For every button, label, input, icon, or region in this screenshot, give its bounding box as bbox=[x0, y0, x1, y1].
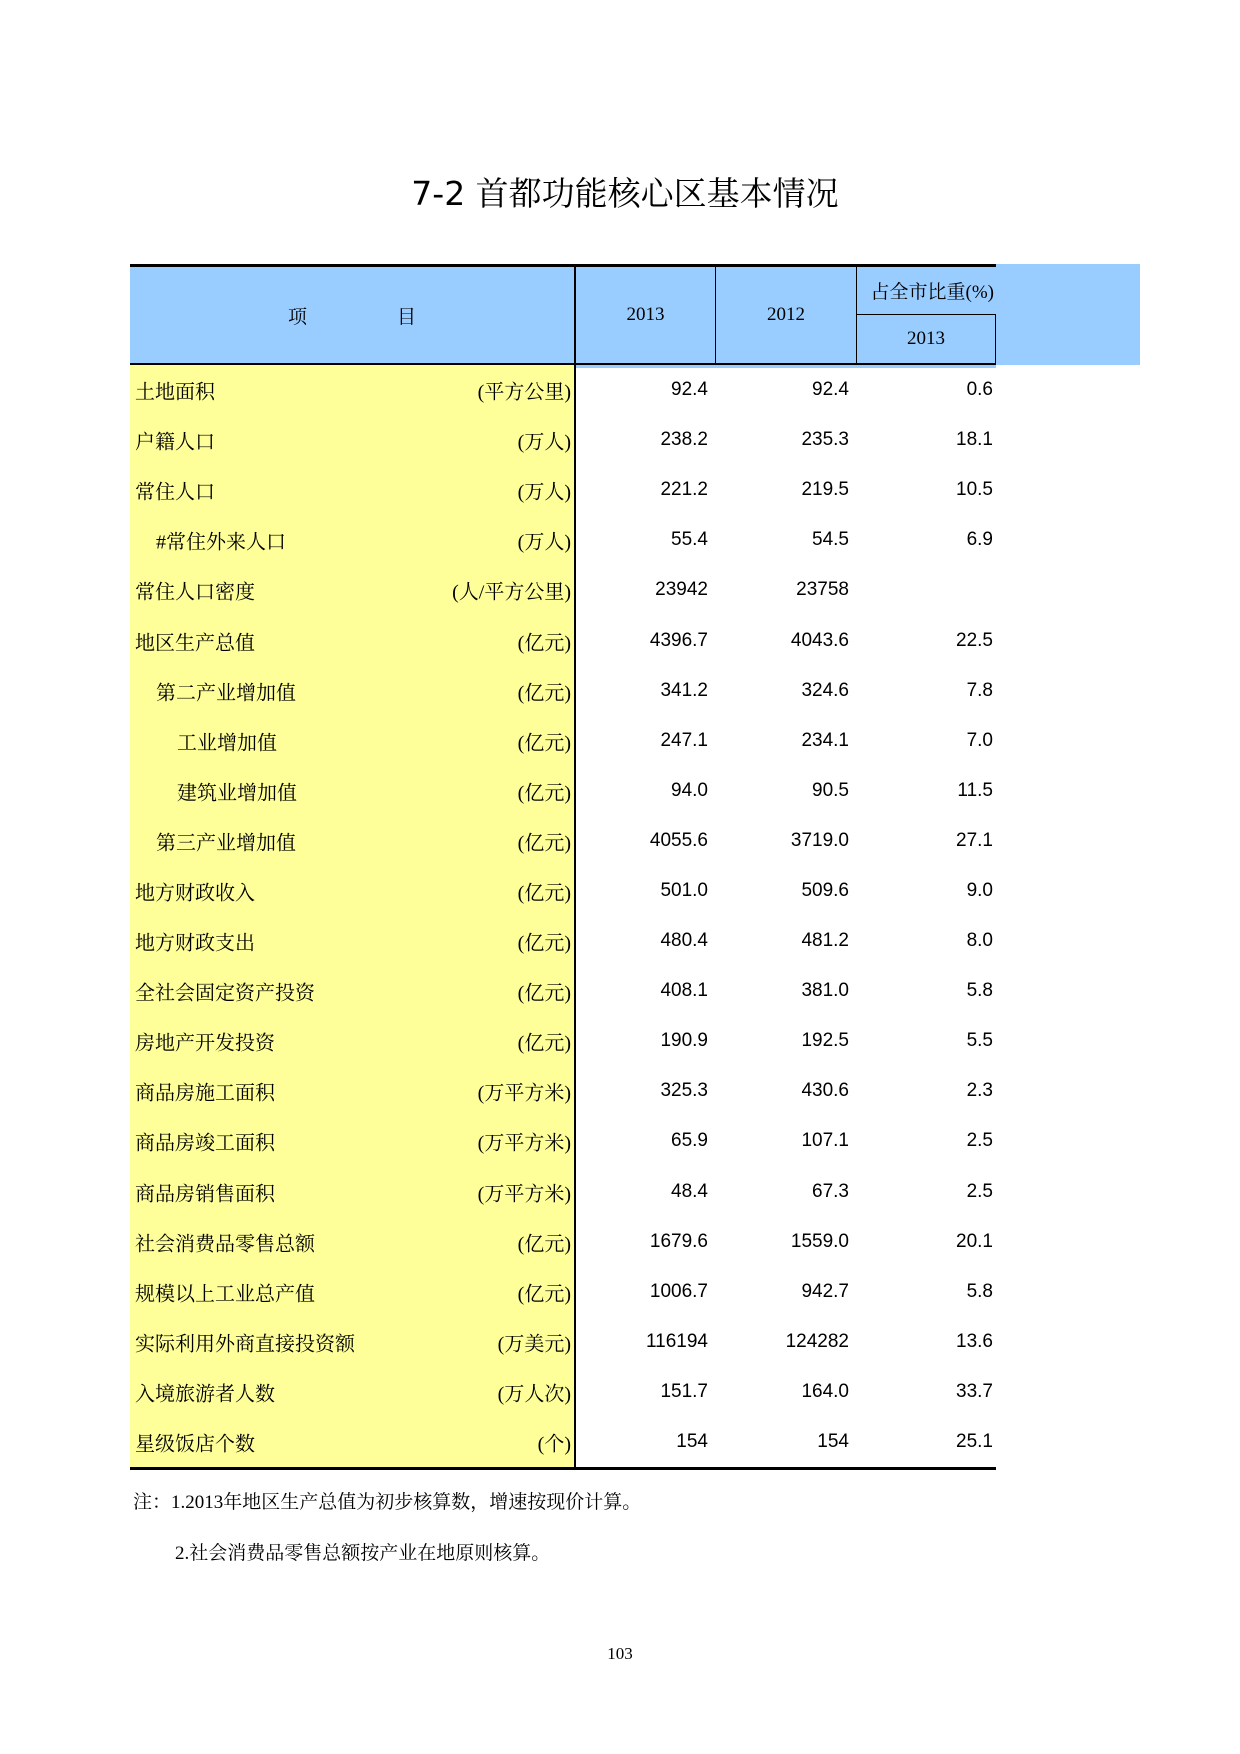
row-label: 第二产业增加值 bbox=[156, 682, 296, 705]
value-2012: 324.6 bbox=[801, 679, 849, 701]
value-2013: 408.1 bbox=[660, 980, 708, 1002]
row-item-cell bbox=[130, 465, 576, 515]
value-2012: 235.3 bbox=[801, 429, 849, 451]
value-2012: 154 bbox=[817, 1431, 849, 1453]
value-share-2013: 2.5 bbox=[966, 1180, 993, 1202]
header-background-extension bbox=[996, 264, 1140, 365]
row-item-cell bbox=[130, 1317, 576, 1367]
row-label: #常住外来人口 bbox=[156, 531, 286, 554]
header-col-2013: 2013 bbox=[576, 267, 716, 365]
row-unit: (万人次) bbox=[497, 1383, 571, 1406]
row-item-cell bbox=[130, 716, 576, 766]
table-row bbox=[130, 966, 996, 1016]
row-unit: (万人) bbox=[517, 531, 571, 554]
row-item-cell bbox=[130, 1167, 576, 1217]
footnote-2: 2.社会消费品零售总额按产业在地原则核算。 bbox=[175, 1543, 551, 1564]
row-label: 常住人口 bbox=[135, 481, 215, 504]
row-item-cell bbox=[130, 1016, 576, 1066]
value-share-2013: 10.5 bbox=[956, 479, 993, 501]
row-item-cell bbox=[130, 1417, 576, 1467]
header-col-2012: 2012 bbox=[716, 267, 857, 365]
value-2013: 154 bbox=[676, 1431, 708, 1453]
row-item-cell bbox=[130, 615, 576, 665]
value-share-2013: 27.1 bbox=[956, 829, 993, 851]
row-item-cell bbox=[130, 365, 576, 415]
row-item-cell bbox=[130, 415, 576, 465]
value-share-2013: 8.0 bbox=[966, 930, 993, 952]
table-row bbox=[130, 1267, 996, 1317]
value-2012: 234.1 bbox=[801, 729, 849, 751]
value-2013: 190.9 bbox=[660, 1030, 708, 1052]
header-share-2013: 2013 bbox=[857, 315, 996, 365]
value-share-2013: 7.0 bbox=[966, 729, 993, 751]
value-share-2013: 20.1 bbox=[956, 1230, 993, 1252]
table-row bbox=[130, 515, 996, 565]
row-item-cell bbox=[130, 565, 576, 615]
value-share-2013: 25.1 bbox=[956, 1431, 993, 1453]
value-2013: 501.0 bbox=[660, 879, 708, 901]
row-label: 实际利用外商直接投资额 bbox=[135, 1333, 355, 1356]
value-share-2013: 6.9 bbox=[966, 529, 993, 551]
table-row bbox=[130, 365, 996, 415]
table-row bbox=[130, 1167, 996, 1217]
row-unit: (亿元) bbox=[517, 1283, 571, 1306]
value-2013: 1006.7 bbox=[649, 1280, 708, 1302]
row-unit: (万人) bbox=[517, 431, 571, 454]
row-unit: (亿元) bbox=[517, 882, 571, 905]
table-row bbox=[130, 716, 996, 766]
value-2012: 3719.0 bbox=[790, 829, 849, 851]
value-share-2013: 9.0 bbox=[966, 879, 993, 901]
value-2013: 480.4 bbox=[660, 930, 708, 952]
table-row bbox=[130, 1317, 996, 1367]
value-2013: 221.2 bbox=[660, 479, 708, 501]
row-label: 商品房销售面积 bbox=[135, 1183, 275, 1206]
row-label: 土地面积 bbox=[135, 381, 215, 404]
row-label: 地区生产总值 bbox=[135, 632, 255, 655]
value-2013: 151.7 bbox=[660, 1380, 708, 1402]
row-item-cell bbox=[130, 515, 576, 565]
value-2012: 192.5 bbox=[801, 1030, 849, 1052]
table-row bbox=[130, 1116, 996, 1166]
value-share-2013: 5.8 bbox=[966, 980, 993, 1002]
row-unit: (亿元) bbox=[517, 982, 571, 1005]
row-unit: (亿元) bbox=[517, 782, 571, 805]
table-row bbox=[130, 666, 996, 716]
value-2012: 23758 bbox=[796, 579, 849, 601]
row-unit: (亿元) bbox=[517, 732, 571, 755]
value-share-2013: 22.5 bbox=[956, 629, 993, 651]
header-item bbox=[130, 267, 576, 365]
value-share-2013: 11.5 bbox=[957, 779, 993, 801]
row-unit: (万平方米) bbox=[477, 1082, 571, 1105]
value-2013: 4055.6 bbox=[649, 829, 708, 851]
table-row bbox=[130, 866, 996, 916]
value-2012: 67.3 bbox=[812, 1180, 849, 1202]
row-unit: (万美元) bbox=[497, 1333, 571, 1356]
value-share-2013: 2.5 bbox=[966, 1130, 993, 1152]
table-row bbox=[130, 615, 996, 665]
value-2012: 92.4 bbox=[812, 379, 849, 401]
footnote-1: 注：1.2013年地区生产总值为初步核算数，增速按现价计算。 bbox=[133, 1492, 642, 1513]
row-item-cell bbox=[130, 816, 576, 866]
table-row bbox=[130, 1367, 996, 1417]
value-2012: 381.0 bbox=[801, 980, 849, 1002]
table-row bbox=[130, 415, 996, 465]
page-title: 7-2 首都功能核心区基本情况 bbox=[411, 174, 839, 213]
row-label: 户籍人口 bbox=[135, 431, 215, 454]
value-share-2013: 5.5 bbox=[966, 1030, 993, 1052]
row-unit: (亿元) bbox=[517, 632, 571, 655]
value-2012: 1559.0 bbox=[790, 1230, 849, 1252]
value-2013: 55.4 bbox=[671, 529, 708, 551]
table-row bbox=[130, 565, 996, 615]
value-share-2013: 18.1 bbox=[956, 429, 993, 451]
value-2013: 247.1 bbox=[660, 729, 708, 751]
row-label: 第三产业增加值 bbox=[156, 832, 296, 855]
value-2013: 94.0 bbox=[671, 779, 708, 801]
row-unit: (亿元) bbox=[517, 832, 571, 855]
row-label: 星级饭店个数 bbox=[135, 1433, 255, 1456]
row-label: 全社会固定资产投资 bbox=[135, 982, 315, 1005]
row-item-cell bbox=[130, 1217, 576, 1267]
table-row bbox=[130, 1417, 996, 1467]
row-item-cell bbox=[130, 866, 576, 916]
row-label: 房地产开发投资 bbox=[135, 1032, 275, 1055]
value-2012: 481.2 bbox=[801, 930, 849, 952]
value-share-2013: 13.6 bbox=[956, 1330, 993, 1352]
row-label: 地方财政支出 bbox=[135, 932, 255, 955]
row-item-cell bbox=[130, 966, 576, 1016]
value-2013: 238.2 bbox=[660, 429, 708, 451]
value-2012: 107.1 bbox=[801, 1130, 849, 1152]
row-label: 建筑业增加值 bbox=[177, 782, 297, 805]
table-row bbox=[130, 816, 996, 866]
table-row bbox=[130, 1217, 996, 1267]
row-item-cell bbox=[130, 1116, 576, 1166]
row-label: 商品房施工面积 bbox=[135, 1082, 275, 1105]
row-label: 地方财政收入 bbox=[135, 882, 255, 905]
row-label: 社会消费品零售总额 bbox=[135, 1233, 315, 1256]
value-share-2013: 0.6 bbox=[966, 379, 993, 401]
row-unit: (亿元) bbox=[517, 682, 571, 705]
table-row bbox=[130, 1066, 996, 1116]
table-row bbox=[130, 465, 996, 515]
row-unit: (亿元) bbox=[517, 1032, 571, 1055]
row-unit: (平方公里) bbox=[477, 381, 571, 404]
value-2013: 1679.6 bbox=[649, 1230, 708, 1252]
row-label: 常住人口密度 bbox=[135, 581, 255, 604]
value-2013: 23942 bbox=[655, 579, 708, 601]
row-unit: (亿元) bbox=[517, 1233, 571, 1256]
table-row bbox=[130, 916, 996, 966]
row-item-cell bbox=[130, 766, 576, 816]
header-item-b: 目 bbox=[397, 306, 417, 328]
value-2012: 430.6 bbox=[801, 1080, 849, 1102]
value-2013: 325.3 bbox=[660, 1080, 708, 1102]
table-body bbox=[130, 365, 996, 1470]
value-share-2013: 5.8 bbox=[966, 1280, 993, 1302]
row-item-cell bbox=[130, 1367, 576, 1417]
value-share-2013: 2.3 bbox=[966, 1080, 993, 1102]
value-2012: 124282 bbox=[785, 1330, 849, 1352]
header-item-a: 项 bbox=[287, 306, 307, 328]
row-unit: (万人) bbox=[517, 481, 571, 504]
value-2012: 219.5 bbox=[801, 479, 849, 501]
header-share-group: 占全市比重(%) bbox=[857, 267, 996, 315]
row-label: 入境旅游者人数 bbox=[135, 1383, 275, 1406]
row-unit: (万平方米) bbox=[477, 1183, 571, 1206]
row-unit: (亿元) bbox=[517, 932, 571, 955]
table-row bbox=[130, 766, 996, 816]
row-label: 规模以上工业总产值 bbox=[135, 1283, 315, 1306]
row-item-cell bbox=[130, 1267, 576, 1317]
value-2012: 4043.6 bbox=[790, 629, 849, 651]
value-2012: 54.5 bbox=[812, 529, 849, 551]
row-label: 工业增加值 bbox=[177, 732, 277, 755]
value-2012: 164.0 bbox=[801, 1380, 849, 1402]
value-2013: 65.9 bbox=[671, 1130, 708, 1152]
table-row bbox=[130, 1016, 996, 1066]
row-item-cell bbox=[130, 666, 576, 716]
value-2013: 48.4 bbox=[671, 1180, 708, 1202]
value-2012: 942.7 bbox=[801, 1280, 849, 1302]
row-unit: (万平方米) bbox=[477, 1132, 571, 1155]
row-item-cell bbox=[130, 1066, 576, 1116]
value-share-2013: 7.8 bbox=[966, 679, 993, 701]
value-2013: 4396.7 bbox=[649, 629, 708, 651]
row-unit: (个) bbox=[537, 1433, 571, 1456]
value-2013: 341.2 bbox=[660, 679, 708, 701]
page-number: 103 bbox=[607, 1644, 633, 1663]
value-share-2013: 33.7 bbox=[956, 1380, 993, 1402]
value-2012: 509.6 bbox=[801, 879, 849, 901]
row-item-cell bbox=[130, 916, 576, 966]
row-unit: (人/平方公里) bbox=[452, 581, 571, 604]
value-2013: 116194 bbox=[646, 1330, 708, 1352]
value-2013: 92.4 bbox=[671, 379, 708, 401]
row-label: 商品房竣工面积 bbox=[135, 1132, 275, 1155]
value-2012: 90.5 bbox=[812, 779, 849, 801]
